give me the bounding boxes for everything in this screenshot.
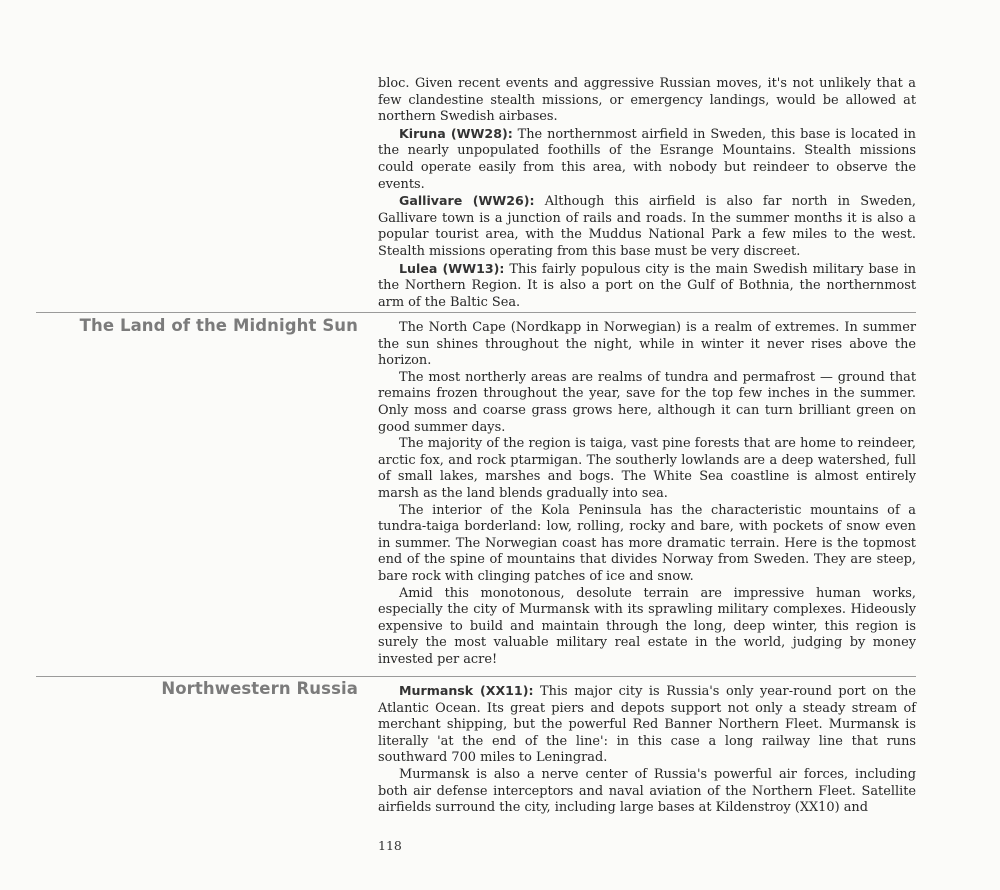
page-number: 118 (378, 838, 402, 853)
paragraph (378, 370, 916, 436)
paragraph (378, 767, 916, 817)
lulea-paragraph (378, 261, 916, 312)
section-heading-midnight-sun: The Land of the Midnight Sun (79, 316, 358, 335)
section-heading-nw-russia: Northwestern Russia (161, 679, 358, 698)
paragraph-text: Although this airfield is also far north in Sweden, Gallivare town is a junction of rails and roads. In the summer months it is also a popular tourist area, with the Muddus National Park a few miles to the west. Stealth missions operating from this base must be very discreet. (378, 194, 916, 259)
murmansk-paragraph (378, 683, 916, 767)
paragraph-text: This fairly populous city is the main Swedish military base in the Northern Region. It is also a port on the Gulf of Bothnia, the northernmost arm of the Baltic Sea. (378, 261, 916, 310)
paragraph (378, 503, 916, 586)
murmansk-term: Murmansk (XX11): (399, 683, 534, 698)
paragraph-text: The majority of the region is taiga, vast pine forests that are home to reindeer, arctic fox, and rock ptarmigan. The southerly lowlands are a deep watershed, full of small lakes, marshes and bogs. The White Sea coastline is almost entirely marsh as the land blends gradually into sea. (378, 436, 916, 501)
lulea-term: Lulea (WW13): (399, 260, 505, 276)
paragraph-text: Amid this monotonous, desolute terrain are impressive human works, especially the city of Murmansk with its sprawling military complexes. Hideously expensive to build and maintain through the long, deep winter, this region is surely the most valuable military real estate in the world, judging by money invested per acre! (378, 585, 916, 667)
paragraph-text: This major city is Russia's only year-round port on the Atlantic Ocean. Its great piers and depots support not only a steady stream of merchant shipping, but the powerful Red Banner Northern Fleet. Murmansk is literally 'at the end of the line': in this case a long railway line that runs southward 700 miles to Leningrad. (378, 684, 916, 766)
section-divider (36, 312, 916, 313)
paragraph-text: The most northerly areas are realms of tundra and permafrost — ground that remains frozen throughout the year, save for the top few inches in the summer. Only moss and coarse grass grows here, although it can turn brilliant green on good summer days. (378, 369, 916, 435)
intro-paragraph (378, 76, 916, 126)
gallivare-paragraph (378, 193, 916, 260)
paragraph-text: bloc. Given recent events and aggressive Russian moves, it's not unlikely that a few clandestine stealth missions, or emergency landings, would be allowed at northern Swedish airbases. (378, 76, 916, 125)
paragraph-text: Murmansk is also a nerve center of Russia's powerful air forces, including both air defense interceptors and naval aviation of the Northern Fleet. Satellite airfields surround the city, including large bases at Kildenstroy (XX10) and (378, 766, 916, 816)
section-divider (36, 676, 916, 677)
kiruna-term: Kiruna (WW28): (399, 125, 513, 141)
intro-section-body (378, 76, 916, 311)
midnight-sun-section-body (378, 320, 916, 668)
paragraph (378, 586, 916, 669)
paragraph-text: The interior of the Kola Peninsula has the characteristic mountains of a tundra-taiga borderland: low, rolling, rocky and bare, with pockets of snow even in summer. The Norwegian coast has more dramatic terrain. Here is the topmost end of the spine of mountains that divides Norway from Sweden. They are steep, bare rock with clinging patches of ice and snow. (378, 502, 916, 584)
paragraph-text: The northernmost airfield in Sweden, this base is located in the nearly unpopulated foothills of the Esrange Mountains. Stealth missions could operate easily from this area, with nobody but reindeer to observe the events. (378, 126, 916, 192)
paragraph (378, 436, 916, 502)
paragraph-text: The North Cape (Nordkapp in Norwegian) is a realm of extremes. In summer the sun shines throughout the night, while in winter it never rises above the horizon. (378, 320, 916, 369)
gallivare-term: Gallivare (WW26): (399, 193, 535, 209)
kiruna-paragraph (378, 126, 916, 193)
paragraph (378, 320, 916, 370)
nw-russia-section-body (378, 683, 916, 817)
